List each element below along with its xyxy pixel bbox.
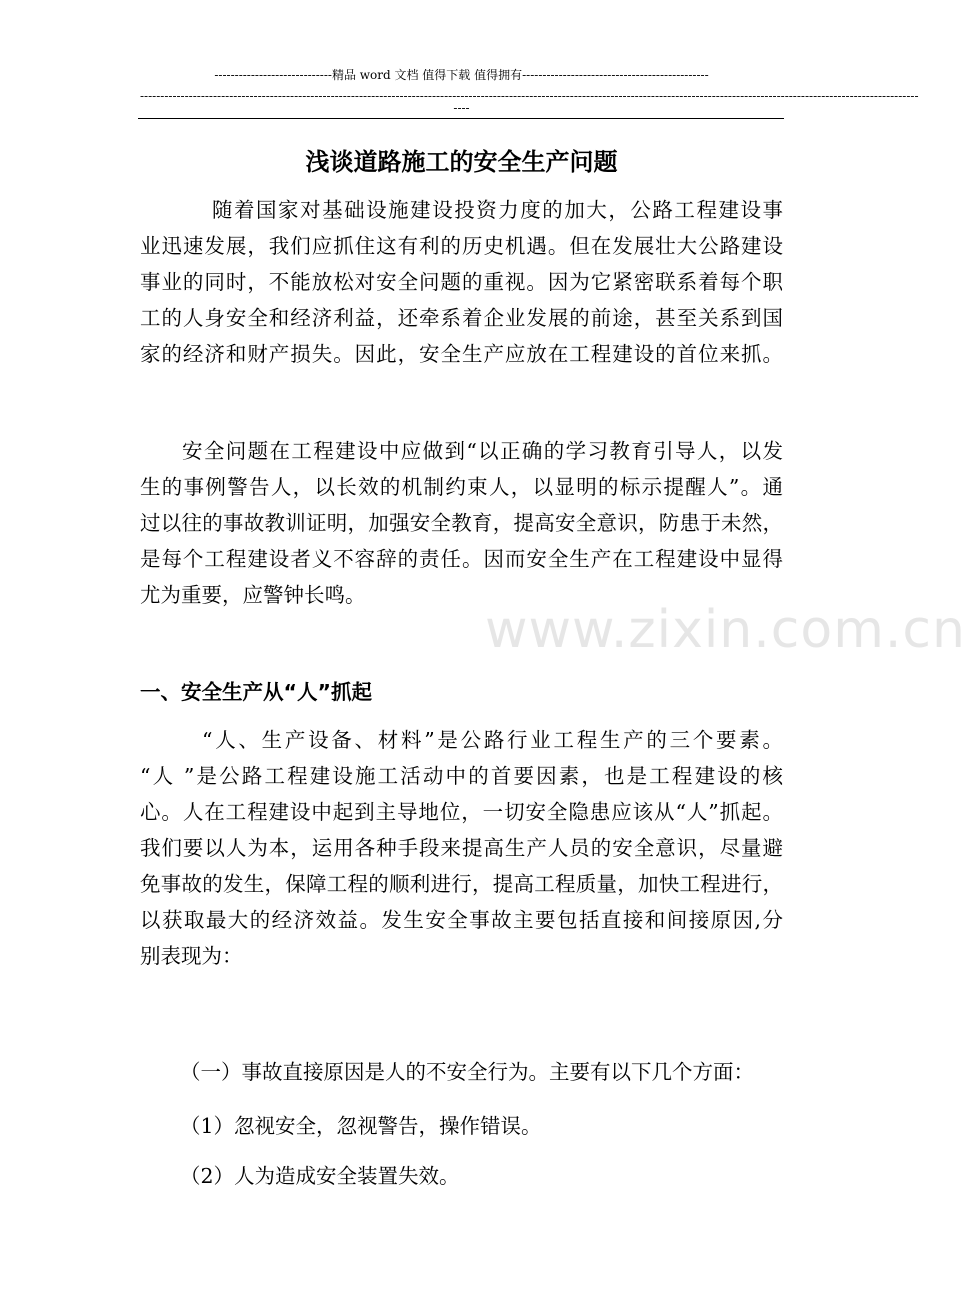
paragraph-line: 尤为重要，应警钟长鸣。	[140, 583, 366, 607]
paragraph-line: “人、生产设备、材料”是公路行业工程生产的三个要素。	[202, 728, 783, 752]
watermark: www.zixin.com.cn	[485, 600, 966, 660]
list-item: （一）事故直接原因是人的不安全行为。主要有以下几个方面：	[180, 1060, 754, 1084]
header-divider	[138, 118, 784, 119]
paragraph-2	[140, 433, 783, 613]
paragraph-line: 工的人身安全和经济利益，还牵系着企业发展的前途，甚至关系到国	[140, 306, 783, 330]
paragraph-line: 心。人在工程建设中起到主导地位，一切安全隐患应该从“人”抓起。	[140, 800, 783, 824]
page-header-dashes-tail: ----	[453, 101, 470, 115]
paragraph-line: 事业的同时，不能放松对安全问题的重视。因为它紧密联系着每个职	[140, 270, 783, 294]
page-header-text: -----------------------------精品 word 文档 值得下载 值得拥有----------------------------------------------	[214, 68, 709, 82]
page-header-dashes: ------------------------------------------------------------------------------------------------------------------------------------------------------------------------------------------------	[140, 89, 919, 103]
paragraph-line: 家的经济和财产损失。因此，安全生产应放在工程建设的首位来抓。	[140, 342, 783, 366]
paragraph-line: 我们要以人为本，运用各种手段来提高生产人员的安全意识，尽量避	[140, 836, 783, 860]
paragraph-line: 随着国家对基础设施建设投资力度的加大，公路工程建设事	[212, 198, 783, 222]
paragraph-line: 免事故的发生，保障工程的顺利进行，提高工程质量，加快工程进行，	[140, 872, 783, 896]
list-item: （2）人为造成安全装置失效。	[180, 1164, 460, 1188]
paragraph-line: 过以往的事故教训证明，加强安全教育，提高安全意识，防患于未然，	[140, 511, 783, 535]
paragraph-1	[140, 192, 783, 372]
paragraph-line: 业迅速发展，我们应抓住这有利的历史机遇。但在发展壮大公路建设	[140, 234, 783, 258]
paragraph-line: “人 ”是公路工程建设施工活动中的首要因素，也是工程建设的核	[140, 764, 783, 788]
paragraph-line: 是每个工程建设者义不容辞的责任。因而安全生产在工程建设中显得	[140, 547, 783, 571]
paragraph-line: 以获取最大的经济效益。发生安全事故主要包括直接和间接原因,分	[140, 908, 783, 932]
paragraph-line: 安全问题在工程建设中应做到“以正确的学习教育引导人，以发	[182, 439, 783, 463]
list-item: （1）忽视安全，忽视警告，操作错误。	[180, 1114, 542, 1138]
paragraph-line: 别表现为：	[140, 944, 243, 968]
paragraph-line: 生的事例警告人，以长效的机制约束人，以显明的标示提醒人”。通	[140, 475, 783, 499]
document-title: 浅谈道路施工的安全生产问题	[305, 148, 618, 176]
paragraph-3	[140, 722, 783, 974]
section-heading: 一、安全生产从“人”抓起	[140, 680, 372, 704]
